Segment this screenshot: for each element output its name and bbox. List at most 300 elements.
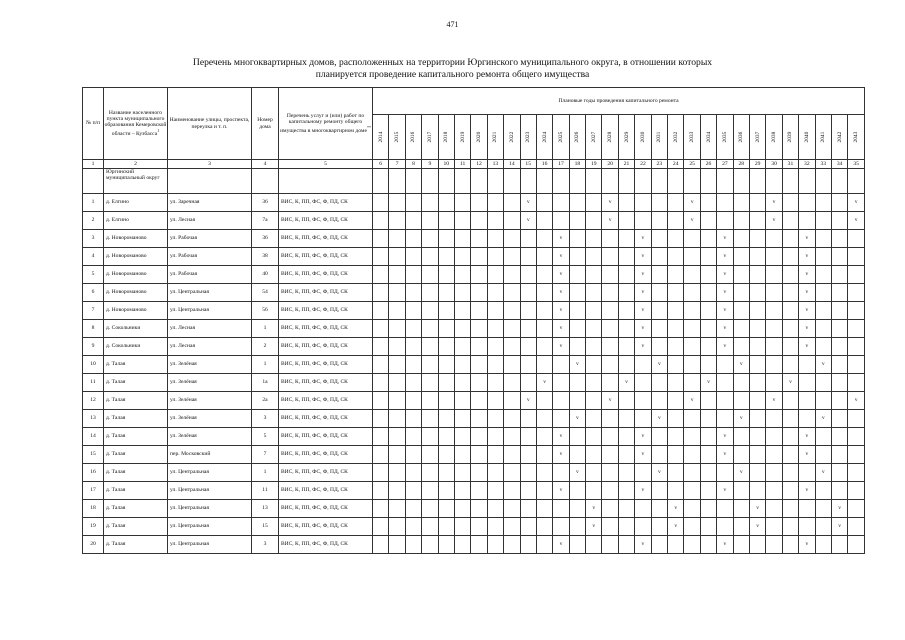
column-number: 2 [104,160,168,169]
year-cell [831,392,847,410]
year-cell [520,248,536,266]
year-cell [602,536,618,554]
year-cell [815,482,831,500]
year-mark: v [553,302,569,320]
services-list: ВИС, К, ПП, ФС, Ф, ПД, СК [279,536,373,554]
year-mark: v [553,266,569,284]
year-cell [389,518,405,536]
column-number: 11 [454,160,470,169]
year-mark: v [848,392,865,410]
year-cell [618,518,634,536]
year-cell [782,320,798,338]
year-cell [586,266,602,284]
year-cell [668,266,684,284]
year-cell [831,338,847,356]
year-mark: v [635,248,651,266]
year-cell [422,518,438,536]
year-cell [569,248,585,266]
year-header [520,115,536,160]
year-cell [684,302,700,320]
year-cell [782,338,798,356]
year-cell [717,392,733,410]
year-cell [635,464,651,482]
year-cell [586,536,602,554]
empty-cell [373,169,389,194]
year-cell [504,356,520,374]
table-row [83,410,865,428]
settlement-name: д. Елгино [104,212,168,230]
year-cell [618,392,634,410]
column-number: 4 [252,160,279,169]
year-cell [815,212,831,230]
year-cell [422,410,438,428]
title-line-2: планируется проведение капитального ремонта общего имущества [315,69,590,80]
empty-cell [799,169,815,194]
year-cell [471,338,487,356]
empty-cell [405,169,421,194]
table-row [83,500,865,518]
empty-cell [487,169,503,194]
year-mark: v [569,356,585,374]
year-cell [586,392,602,410]
empty-cell [831,169,847,194]
year-mark: v [717,284,733,302]
column-number: 19 [586,160,602,169]
year-cell [569,266,585,284]
table-row [83,302,865,320]
year-cell [749,374,765,392]
year-cell [405,518,421,536]
year-cell [487,518,503,536]
year-cell [454,212,470,230]
year-cell [389,212,405,230]
year-cell [815,446,831,464]
year-cell [799,500,815,518]
year-cell [389,356,405,374]
year-mark: v [733,410,749,428]
year-cell [782,410,798,428]
house-number: 54 [252,284,279,302]
year-cell [471,428,487,446]
year-cell [668,464,684,482]
year-mark: v [799,302,815,320]
year-mark: v [848,194,865,212]
year-cell [405,248,421,266]
year-cell [848,428,865,446]
year-cell [422,338,438,356]
year-cell [815,284,831,302]
year-cell [799,374,815,392]
table-row [83,230,865,248]
year-cell [848,284,865,302]
year-cell [782,464,798,482]
year-cell [651,446,667,464]
year-cell [454,518,470,536]
year-cell [717,212,733,230]
street-name: ул. Центральная [168,464,252,482]
year-label: 2028 [607,131,614,143]
year-cell [536,356,552,374]
year-cell [520,536,536,554]
year-cell [438,248,454,266]
year-cell [520,482,536,500]
year-cell [422,374,438,392]
year-mark: v [717,446,733,464]
year-cell [602,500,618,518]
year-cell [766,518,782,536]
year-cell [405,338,421,356]
table-row [83,266,865,284]
year-mark: v [651,410,667,428]
year-cell [831,446,847,464]
year-cell [668,428,684,446]
year-mark: v [553,320,569,338]
year-cell [668,410,684,428]
year-cell [749,194,765,212]
empty-cell [504,169,520,194]
year-cell [848,356,865,374]
year-mark: v [717,320,733,338]
empty-cell [848,169,865,194]
row-number: 20 [83,536,104,554]
year-cell [586,356,602,374]
year-cell [520,464,536,482]
year-cell [799,392,815,410]
year-cell [454,428,470,446]
year-cell [848,500,865,518]
year-cell [831,248,847,266]
year-mark: v [635,302,651,320]
year-cell [749,536,765,554]
year-cell [438,230,454,248]
table-row [83,284,865,302]
column-number: 3 [168,160,252,169]
year-cell [373,374,389,392]
street-name: ул. Зелёная [168,392,252,410]
year-cell [700,518,716,536]
year-cell [733,302,749,320]
column-number: 28 [733,160,749,169]
year-header [749,115,765,160]
year-cell [684,446,700,464]
house-number: 13 [252,500,279,518]
empty-cell [782,169,798,194]
services-list: ВИС, К, ПП, ФС, Ф, ПД, СК [279,410,373,428]
year-cell [422,320,438,338]
year-cell [373,392,389,410]
year-cell [749,464,765,482]
year-mark: v [799,230,815,248]
year-cell [651,248,667,266]
year-cell [717,356,733,374]
year-header [504,115,520,160]
table-row [83,446,865,464]
year-cell [586,302,602,320]
year-cell [422,392,438,410]
column-number: 31 [782,160,798,169]
year-cell [602,356,618,374]
year-mark: v [717,248,733,266]
header-services [279,88,373,160]
year-label: 2014 [377,131,384,143]
year-cell [471,518,487,536]
year-mark: v [799,338,815,356]
year-cell [733,392,749,410]
year-label: 2042 [836,131,843,143]
year-cell [471,536,487,554]
year-cell [471,266,487,284]
street-name: ул. Зелёная [168,428,252,446]
year-cell [438,500,454,518]
year-cell [602,428,618,446]
year-mark: v [553,428,569,446]
year-mark: v [848,212,865,230]
year-cell [438,392,454,410]
year-label: 2035 [721,131,728,143]
services-list: ВИС, К, ПП, ФС, Ф, ПД, СК [279,230,373,248]
street-name: ул. Рабочая [168,266,252,284]
year-mark: v [815,464,831,482]
year-cell [782,302,798,320]
year-cell [668,482,684,500]
table-row [83,374,865,392]
year-cell [373,248,389,266]
year-cell [831,194,847,212]
year-cell [717,518,733,536]
street-name: ул. Зелёная [168,410,252,428]
street-name: ул. Центральная [168,302,252,320]
year-cell [782,392,798,410]
empty-cell [536,169,552,194]
year-cell [373,284,389,302]
year-cell [454,248,470,266]
year-cell [422,230,438,248]
year-cell [586,410,602,428]
column-number: 30 [766,160,782,169]
year-cell [586,338,602,356]
column-number: 29 [749,160,765,169]
year-header [684,115,700,160]
year-cell [389,482,405,500]
year-cell [684,482,700,500]
year-header [487,115,503,160]
street-name: ул. Центральная [168,518,252,536]
house-number: 5 [252,428,279,446]
year-cell [668,356,684,374]
year-cell [848,338,865,356]
year-cell [831,284,847,302]
year-cell [733,320,749,338]
year-cell [668,194,684,212]
year-cell [422,284,438,302]
year-label: 2037 [754,131,761,143]
table-row [83,248,865,266]
year-mark: v [799,446,815,464]
year-header [766,115,782,160]
year-mark: v [766,194,782,212]
year-cell [487,482,503,500]
year-cell [848,536,865,554]
year-cell [733,482,749,500]
street-name: ул. Центральная [168,536,252,554]
year-cell [700,194,716,212]
year-cell [389,464,405,482]
year-cell [454,194,470,212]
year-cell [668,536,684,554]
year-header [799,115,815,160]
year-cell [487,212,503,230]
year-cell [651,230,667,248]
year-cell [799,212,815,230]
year-label: 2017 [426,131,433,143]
table-row [83,536,865,554]
year-label: 2016 [410,131,417,143]
year-mark: v [684,194,700,212]
row-number: 17 [83,482,104,500]
year-label: 2034 [705,131,712,143]
services-list: ВИС, К, ПП, ФС, Ф, ПД, СК [279,356,373,374]
year-cell [569,446,585,464]
year-cell [569,212,585,230]
year-header [438,115,454,160]
year-cell [520,446,536,464]
year-label: 2019 [459,131,466,143]
year-cell [799,464,815,482]
year-cell [700,284,716,302]
header-house: Номер дома [252,88,279,160]
row-number: 19 [83,518,104,536]
year-cell [618,428,634,446]
year-cell [422,266,438,284]
row-number: 1 [83,194,104,212]
year-cell [733,536,749,554]
year-header [536,115,552,160]
header-services-sup: ** [366,125,371,131]
year-mark: v [799,284,815,302]
empty-cell [520,169,536,194]
year-cell [536,464,552,482]
empty-cell [569,169,585,194]
settlement-name: д. Талая [104,518,168,536]
column-number: 33 [815,160,831,169]
empty-cell [438,169,454,194]
year-cell [733,428,749,446]
year-cell [536,248,552,266]
year-cell [684,410,700,428]
year-cell [635,410,651,428]
house-number: 38 [252,248,279,266]
year-mark: v [553,482,569,500]
year-mark: v [799,536,815,554]
year-cell [454,464,470,482]
year-cell [700,428,716,446]
year-cell [668,338,684,356]
year-header [848,115,865,160]
table-row [83,212,865,230]
year-cell [733,374,749,392]
street-name: ул. Лесная [168,212,252,230]
table-row [83,518,865,536]
house-number: 1 [252,464,279,482]
column-number: 24 [668,160,684,169]
year-cell [684,374,700,392]
year-cell [586,194,602,212]
services-list: ВИС, К, ПП, ФС, Ф, ПД, СК [279,428,373,446]
year-cell [422,536,438,554]
year-cell [438,518,454,536]
services-list: ВИС, К, ПП, ФС, Ф, ПД, СК [279,446,373,464]
year-cell [799,410,815,428]
year-cell [749,392,765,410]
year-mark: v [717,338,733,356]
year-mark: v [749,518,765,536]
year-cell [831,212,847,230]
year-cell [602,446,618,464]
year-cell [766,266,782,284]
settlement-name: д. Новороманово [104,230,168,248]
year-cell [536,500,552,518]
column-number: 35 [848,160,865,169]
year-mark: v [651,464,667,482]
year-cell [405,446,421,464]
settlement-name: д. Сокольники [104,338,168,356]
year-cell [504,284,520,302]
year-cell [618,338,634,356]
year-cell [668,392,684,410]
year-cell [766,428,782,446]
services-list: ВИС, К, ПП, ФС, Ф, ПД, СК [279,338,373,356]
street-name: ул. Лесная [168,320,252,338]
year-cell [668,230,684,248]
settlement-name: д. Талая [104,410,168,428]
year-cell [635,392,651,410]
year-cell [684,536,700,554]
year-cell [848,464,865,482]
year-cell [651,482,667,500]
year-mark: v [684,212,700,230]
empty-cell [422,169,438,194]
year-header [454,115,470,160]
year-cell [389,248,405,266]
year-cell [831,464,847,482]
year-cell [504,374,520,392]
year-cell [651,302,667,320]
year-cell [848,302,865,320]
year-cell [569,392,585,410]
year-header [422,115,438,160]
year-cell [602,482,618,500]
services-list: ВИС, К, ПП, ФС, Ф, ПД, СК [279,500,373,518]
year-cell [684,428,700,446]
year-mark: v [717,428,733,446]
year-mark: v [569,410,585,428]
year-cell [373,410,389,428]
year-mark: v [618,374,634,392]
column-number: 13 [487,160,503,169]
year-label: 2039 [787,131,794,143]
column-number: 1 [83,160,104,169]
year-header [668,115,684,160]
services-list: ВИС, К, ПП, ФС, Ф, ПД, СК [279,266,373,284]
settlement-name: д. Талая [104,482,168,500]
year-cell [454,536,470,554]
services-list: ВИС, К, ПП, ФС, Ф, ПД, СК [279,374,373,392]
year-cell [749,410,765,428]
year-cell [536,410,552,428]
year-cell [373,482,389,500]
row-number: 8 [83,320,104,338]
year-cell [422,482,438,500]
